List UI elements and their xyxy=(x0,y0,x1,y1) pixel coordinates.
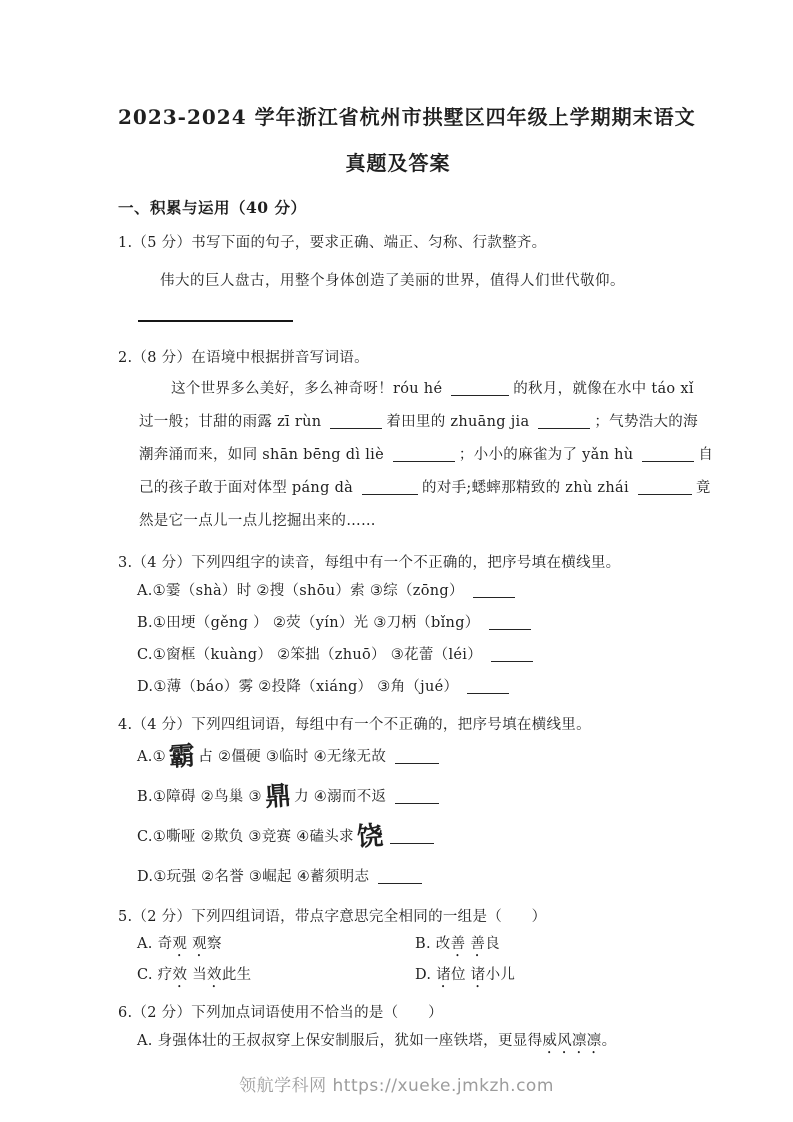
handwritten-character: 霸 xyxy=(167,741,197,773)
page-content xyxy=(118,94,714,1057)
answer-blank xyxy=(393,447,455,462)
q2-line-4: 己的孩子敢于面对体型 páng dà 的对手;蟋蟀那精致的 zhù zhái 竟 xyxy=(139,480,711,496)
q6-stem: 6.（2 分）下列加点词语使用不恰当的是（ ） xyxy=(118,1005,443,1021)
q6-options xyxy=(118,1025,678,1057)
question-1 xyxy=(118,231,678,322)
section-heading: 一、积累与运用（40 分） xyxy=(118,198,307,217)
answer-blank xyxy=(538,414,590,429)
q2-line-3: 潮奔涌而来，如同 shān bēng dì liè ；小小的麻雀为了 yǎn hù 自 xyxy=(139,447,714,463)
handwritten-character: 鼎 xyxy=(263,781,293,813)
answer-blank xyxy=(473,583,515,598)
answer-blank xyxy=(489,615,531,630)
footer-site-link[interactable]: 领航学科网 https://xueke.jmkzh.com xyxy=(239,1076,554,1096)
q3-option-c: C.①窗框（kuàng） ②笨拙（zhuō） ③花蕾（léi） xyxy=(137,639,678,671)
question-4 xyxy=(118,713,678,897)
q4-option-b: B.①障碍 ②鸟巢 ③鼎 力 ④溺而不返 xyxy=(137,777,678,817)
handwritten-character: 饶 xyxy=(355,821,385,853)
q5-option-c: C. 疗效 当效此生 xyxy=(137,967,252,983)
q2-line-2: 过一般；甘甜的雨露 zī rùn 着田里的 zhuāng jia ；气势浩大的海 xyxy=(139,414,698,430)
q5-option-b: B. 改善 善良 xyxy=(415,936,500,952)
q2-line-5: 然是它一点儿一点儿挖掘出来的…… xyxy=(139,513,376,529)
q2-stem: 2.（8 分）在语境中根据拼音写词语。 xyxy=(118,350,369,366)
q5-options xyxy=(118,929,678,991)
q3-option-a: A.①霎（shà）时 ②搜（shōu）索 ③综（zōng） xyxy=(137,575,678,607)
q5-option-a: A. 奇观 观察 xyxy=(137,936,222,952)
title-line-1: 2023-2024 学年浙江省杭州市拱墅区四年级上学期期末语文 xyxy=(118,105,696,129)
answer-blank xyxy=(638,480,692,495)
q3-option-b: B.①田埂（gěng ） ②荧（yín）光 ③刀柄（bǐng） xyxy=(137,607,678,639)
q4-options xyxy=(118,737,678,897)
q4-option-a: A.①霸 占 ②僵硬 ③临时 ④无缘无故 xyxy=(137,737,678,777)
answer-blank xyxy=(395,749,439,764)
q5-stem: 5.（2 分）下列四组词语，带点字意思完全相同的一组是（ ） xyxy=(118,909,547,925)
q3-option-d: D.①薄（báo）雾 ②投降（xiáng） ③角（jué） xyxy=(137,671,678,703)
title-line-2: 真题及答案 xyxy=(345,151,451,175)
question-6 xyxy=(118,1001,678,1057)
q5-option-d: D. 诸位 诸小儿 xyxy=(415,967,516,983)
answer-blank xyxy=(451,381,509,396)
q4-option-c: C.①嘶哑 ②欺负 ③竞赛 ④磕头求饶 xyxy=(137,817,678,857)
q6-option-a: A. 身强体壮的王叔叔穿上保安制服后，犹如一座铁塔，更显得威风凛凛。 xyxy=(137,1033,617,1049)
answer-blank xyxy=(395,789,439,804)
question-5 xyxy=(118,905,678,991)
answer-blank xyxy=(330,414,382,429)
q1-sentence: 伟大的巨人盘古，用整个身体创造了美丽的世界，值得人们世代敬仰。 xyxy=(160,273,625,289)
q3-options xyxy=(118,575,678,703)
q1-stem: 1.（5 分）书写下面的句子，要求正确、端正、匀称、行款整齐。 xyxy=(118,235,547,251)
q3-stem: 3.（4 分）下列四组字的读音，每组中有一个不正确的，把序号填在横线里。 xyxy=(118,555,621,571)
q1-answer-line xyxy=(138,320,293,322)
footer xyxy=(0,1071,793,1096)
answer-blank xyxy=(362,480,418,495)
q4-stem: 4.（4 分）下列四组词语，每组中有一个不正确的，把序号填在横线里。 xyxy=(118,717,591,733)
question-3 xyxy=(118,551,678,703)
q2-paragraph xyxy=(118,373,714,538)
answer-blank xyxy=(491,647,533,662)
q2-line-1: 这个世界多么美好，多么神奇呀！róu hé 的秋月，就像在水中 táo xǐ xyxy=(171,381,694,397)
answer-blank xyxy=(642,447,694,462)
page-title xyxy=(118,94,696,186)
answer-blank xyxy=(378,869,422,884)
answer-blank xyxy=(467,679,509,694)
question-2 xyxy=(118,346,714,538)
q4-option-d: D.①玩强 ②名誉 ③崛起 ④蓄须明志 xyxy=(137,857,678,897)
answer-blank xyxy=(390,829,434,844)
